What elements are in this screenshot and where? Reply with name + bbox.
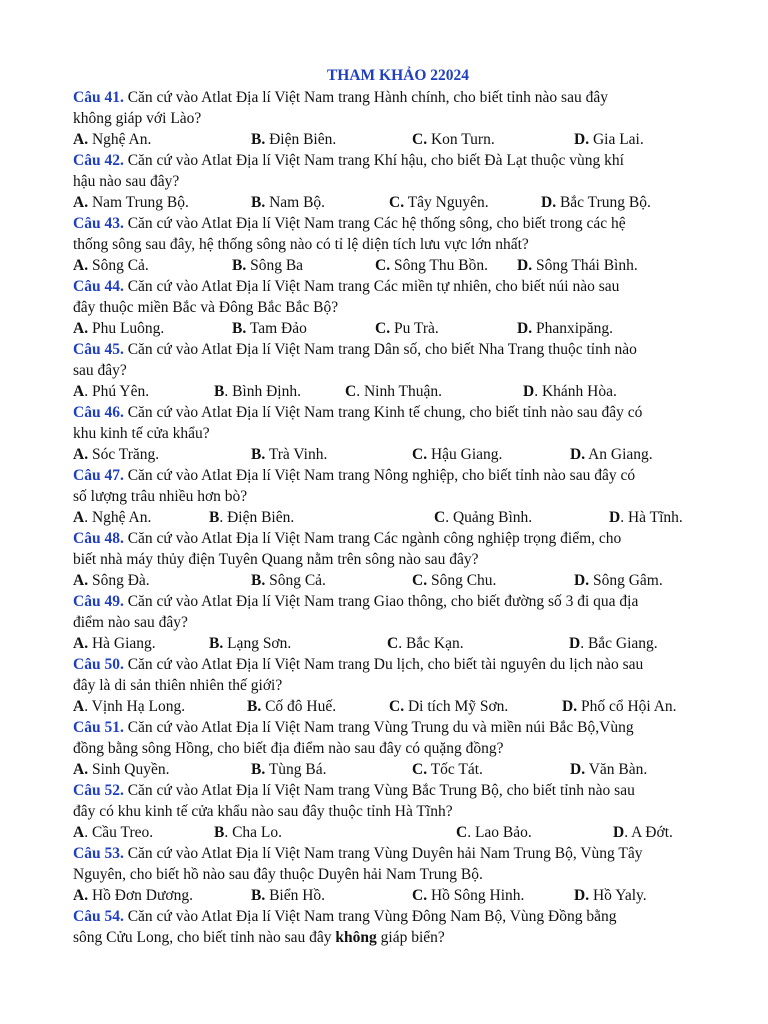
question-45 bbox=[73, 339, 723, 402]
question-stem bbox=[73, 339, 723, 381]
question-stem bbox=[73, 906, 723, 948]
question-number: Câu 51. bbox=[73, 719, 124, 736]
question-48 bbox=[73, 528, 723, 591]
question-text-line2: đồng bằng sông Hồng, cho biết địa điểm nào sau đây có quặng đồng? bbox=[73, 740, 504, 757]
option-c[interactable]: C. Ninh Thuận. bbox=[345, 383, 443, 400]
option-c[interactable]: C. Quảng Bình. bbox=[434, 509, 533, 526]
question-text-line2: sau đây? bbox=[73, 362, 127, 379]
option-a[interactable]: A. Phú Yên. bbox=[73, 383, 150, 400]
question-49 bbox=[73, 591, 723, 654]
option-a[interactable]: A. Nghệ An. bbox=[73, 131, 152, 148]
option-a[interactable]: A. Nam Trung Bộ. bbox=[73, 194, 189, 211]
option-a[interactable]: A. Hồ Đơn Dương. bbox=[73, 887, 193, 904]
option-b[interactable]: B. Trà Vinh. bbox=[251, 446, 328, 463]
option-d[interactable]: D. Bắc Giang. bbox=[569, 635, 658, 652]
answer-options bbox=[73, 381, 723, 402]
question-text: Căn cứ vào Atlat Địa lí Việt Nam trang Vùng Duyên hải Nam Trung Bộ, Vùng Tây bbox=[127, 845, 643, 862]
answer-options bbox=[73, 696, 723, 717]
question-text-line2: biết nhà máy thủy điện Tuyên Quang nằm trên sông nào sau đây? bbox=[73, 551, 479, 568]
answer-options bbox=[73, 570, 723, 591]
question-stem bbox=[73, 87, 723, 129]
question-number: Câu 41. bbox=[73, 89, 124, 106]
answer-options bbox=[73, 507, 723, 528]
option-c[interactable]: C. Hồ Sông Hinh. bbox=[412, 887, 525, 904]
option-b[interactable]: B. Sông Ba bbox=[232, 257, 304, 274]
question-text: Căn cứ vào Atlat Địa lí Việt Nam trang Các ngành công nghiệp trọng điểm, cho bbox=[127, 530, 622, 547]
question-stem bbox=[73, 780, 723, 822]
question-text-line2: điểm nào sau đây? bbox=[73, 614, 188, 631]
emphasis-text: không bbox=[335, 929, 377, 946]
option-b[interactable]: B. Cố đô Huế. bbox=[247, 698, 337, 715]
question-number: Câu 43. bbox=[73, 215, 124, 232]
option-a[interactable]: A. Nghệ An. bbox=[73, 509, 152, 526]
option-d[interactable]: D. Hồ Yaly. bbox=[574, 887, 647, 904]
option-c[interactable]: C. Kon Turn. bbox=[412, 131, 495, 148]
question-44 bbox=[73, 276, 723, 339]
option-d[interactable]: D. Hà Tĩnh. bbox=[609, 509, 683, 526]
option-c[interactable]: C. Tốc Tát. bbox=[412, 761, 483, 778]
option-c[interactable]: C. Di tích Mỹ Sơn. bbox=[389, 698, 509, 715]
option-b[interactable]: B. Lạng Sơn. bbox=[209, 635, 292, 652]
option-d[interactable]: D. Bắc Trung Bộ. bbox=[541, 194, 651, 211]
question-stem bbox=[73, 528, 723, 570]
question-text-line2: Nguyên, cho biết hồ nào sau đây thuộc Duyên hải Nam Trung Bộ. bbox=[73, 866, 483, 883]
question-41 bbox=[73, 87, 723, 150]
option-c[interactable]: C. Pu Trà. bbox=[375, 320, 439, 337]
question-number: Câu 44. bbox=[73, 278, 124, 295]
question-text-tail: giáp biển? bbox=[376, 929, 445, 946]
question-52 bbox=[73, 780, 723, 843]
option-b[interactable]: B. Cha Lo. bbox=[214, 824, 283, 841]
option-d[interactable]: D. Sông Gâm. bbox=[574, 572, 663, 589]
question-text: Căn cứ vào Atlat Địa lí Việt Nam trang Kinh tế chung, cho biết tỉnh nào sau đây có bbox=[127, 404, 643, 421]
question-text-line2: đây thuộc miền Bắc và Đông Bắc Bắc Bộ? bbox=[73, 299, 339, 316]
question-stem bbox=[73, 465, 723, 507]
answer-options bbox=[73, 318, 723, 339]
option-b[interactable]: B. Biển Hồ. bbox=[251, 887, 326, 904]
question-text: Căn cứ vào Atlat Địa lí Việt Nam trang Dân số, cho biết Nha Trang thuộc tỉnh nào bbox=[127, 341, 637, 358]
question-text-line2: đây là di sản thiên nhiên thế giới? bbox=[73, 677, 283, 694]
answer-options bbox=[73, 759, 723, 780]
option-b[interactable]: B. Tam Đảo bbox=[232, 320, 307, 337]
answer-options bbox=[73, 129, 723, 150]
question-text: Căn cứ vào Atlat Địa lí Việt Nam trang Các miền tự nhiên, cho biết núi nào sau bbox=[127, 278, 620, 295]
question-number: Câu 49. bbox=[73, 593, 124, 610]
answer-options bbox=[73, 255, 723, 276]
option-d[interactable]: D. Gia Lai. bbox=[574, 131, 644, 148]
option-b[interactable]: B. Điện Biên. bbox=[209, 509, 295, 526]
question-stem bbox=[73, 654, 723, 696]
option-c[interactable]: C. Sông Chu. bbox=[412, 572, 497, 589]
answer-options bbox=[73, 444, 723, 465]
option-a[interactable]: A. Sông Cả. bbox=[73, 257, 149, 274]
page-title: THAM KHẢO 22024 bbox=[326, 67, 470, 84]
question-stem bbox=[73, 402, 723, 444]
option-c[interactable]: C. Lao Bảo. bbox=[456, 824, 532, 841]
question-46 bbox=[73, 402, 723, 465]
question-42 bbox=[73, 150, 723, 213]
answer-options bbox=[73, 885, 723, 906]
option-b[interactable]: B. Bình Định. bbox=[214, 383, 301, 400]
question-text-line2: không giáp với Lào? bbox=[73, 110, 202, 127]
question-text: Căn cứ vào Atlat Địa lí Việt Nam trang Các hệ thống sông, cho biết trong các hệ bbox=[127, 215, 626, 232]
question-number: Câu 53. bbox=[73, 845, 124, 862]
question-text-line2: số lượng trâu nhiều hơn bò? bbox=[73, 488, 248, 505]
question-number: Câu 54. bbox=[73, 908, 124, 925]
option-a[interactable]: A. Vịnh Hạ Long. bbox=[73, 698, 186, 715]
question-number: Câu 45. bbox=[73, 341, 124, 358]
option-d[interactable]: D. Khánh Hòa. bbox=[523, 383, 617, 400]
question-text: Căn cứ vào Atlat Địa lí Việt Nam trang Du lịch, cho biết tài nguyên du lịch nào sau bbox=[127, 656, 644, 673]
option-a[interactable]: A. Phu Luông. bbox=[73, 320, 165, 337]
option-a[interactable]: A. Sông Đà. bbox=[73, 572, 150, 589]
answer-options bbox=[73, 192, 723, 213]
question-text-line2: thống sông sau đây, hệ thống sông nào có tỉ lệ diện tích lưu vực lớn nhất? bbox=[73, 236, 529, 253]
question-number: Câu 47. bbox=[73, 467, 124, 484]
question-text: Căn cứ vào Atlat Địa lí Việt Nam trang Vùng Bắc Trung Bộ, cho biết tỉnh nào sau bbox=[127, 782, 635, 799]
question-stem bbox=[73, 276, 723, 318]
option-c[interactable]: C. Bắc Kạn. bbox=[387, 635, 464, 652]
question-text: Căn cứ vào Atlat Địa lí Việt Nam trang Nông nghiệp, cho biết tỉnh nào sau đây có bbox=[127, 467, 636, 484]
question-47 bbox=[73, 465, 723, 528]
option-a[interactable]: A. Sinh Quyền. bbox=[73, 761, 170, 778]
question-stem bbox=[73, 843, 723, 885]
option-d[interactable]: D. An Giang. bbox=[570, 446, 653, 463]
option-a[interactable]: A. Hà Giang. bbox=[73, 635, 156, 652]
question-54 bbox=[73, 906, 723, 948]
option-c[interactable]: C. Tây Nguyên. bbox=[389, 194, 489, 211]
option-b[interactable]: B. Điện Biên. bbox=[251, 131, 337, 148]
question-text: Căn cứ vào Atlat Địa lí Việt Nam trang Khí hậu, cho biết Đà Lạt thuộc vùng khí bbox=[127, 152, 624, 169]
question-51 bbox=[73, 717, 723, 780]
question-text: Căn cứ vào Atlat Địa lí Việt Nam trang Hành chính, cho biết tỉnh nào sau đây bbox=[127, 89, 608, 106]
question-number: Câu 48. bbox=[73, 530, 124, 547]
question-text-line2: hậu nào sau đây? bbox=[73, 173, 180, 190]
question-list bbox=[73, 87, 723, 948]
question-53 bbox=[73, 843, 723, 906]
question-number: Câu 52. bbox=[73, 782, 124, 799]
question-number: Câu 50. bbox=[73, 656, 124, 673]
question-number: Câu 46. bbox=[73, 404, 124, 421]
answer-options bbox=[73, 822, 723, 843]
question-43 bbox=[73, 213, 723, 276]
question-stem bbox=[73, 717, 723, 759]
question-50 bbox=[73, 654, 723, 717]
option-d[interactable]: D. Phanxipăng. bbox=[517, 320, 614, 337]
question-text: Căn cứ vào Atlat Địa lí Việt Nam trang Giao thông, cho biết đường số 3 đi qua địa bbox=[127, 593, 639, 610]
option-c[interactable]: C. Sông Thu Bồn. bbox=[375, 257, 488, 274]
option-d[interactable]: D. A Đớt. bbox=[613, 824, 673, 841]
option-a[interactable]: A. Sóc Trăng. bbox=[73, 446, 160, 463]
question-text-line2: khu kinh tế cửa khẩu? bbox=[73, 425, 210, 442]
option-b[interactable]: B. Sông Cả. bbox=[251, 572, 326, 589]
option-d[interactable]: D. Phố cổ Hội An. bbox=[562, 698, 677, 715]
question-number: Câu 42. bbox=[73, 152, 124, 169]
question-text-line2: đây có khu kinh tế cửa khẩu nào sau đây thuộc tỉnh Hà Tĩnh? bbox=[73, 803, 453, 820]
option-a[interactable]: A. Cầu Treo. bbox=[73, 824, 154, 841]
question-stem bbox=[73, 591, 723, 633]
question-text: Căn cứ vào Atlat Địa lí Việt Nam trang Vùng Đông Nam Bộ, Vùng Đồng bằng bbox=[127, 908, 617, 925]
option-c[interactable]: C. Hậu Giang. bbox=[412, 446, 503, 463]
option-b[interactable]: B. Nam Bộ. bbox=[251, 194, 326, 211]
question-text-line2: sông Cửu Long, cho biết tỉnh nào sau đây bbox=[73, 929, 336, 946]
question-stem bbox=[73, 150, 723, 192]
question-text: Căn cứ vào Atlat Địa lí Việt Nam trang Vùng Trung du và miền núi Bắc Bộ,Vùng bbox=[127, 719, 634, 736]
option-d[interactable]: D. Sông Thái Bình. bbox=[517, 257, 638, 274]
option-d[interactable]: D. Văn Bàn. bbox=[570, 761, 648, 778]
question-stem bbox=[73, 213, 723, 255]
option-b[interactable]: B. Tùng Bá. bbox=[251, 761, 327, 778]
answer-options bbox=[73, 633, 723, 654]
